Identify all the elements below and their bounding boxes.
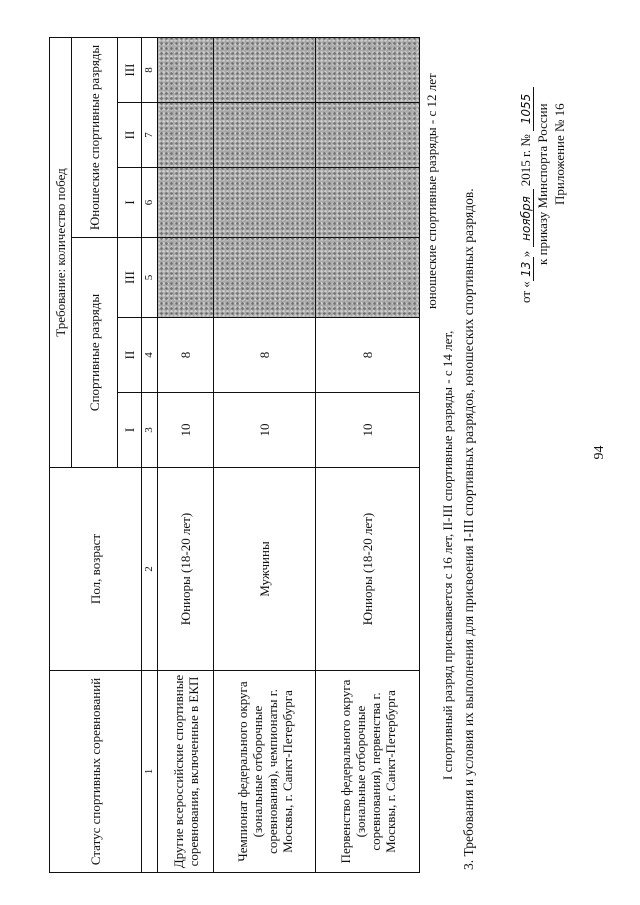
requirement-text-line1: I спортивный разряд присваивается с 16 лет, II-III спортивные разряды - с 14 лет,: [440, 330, 455, 780]
rank-label: II: [118, 318, 142, 393]
header-requirement: Требование: количество побед: [50, 37, 72, 467]
date-prefix: от «: [518, 281, 533, 303]
shaded-cell: [214, 168, 316, 238]
gender-age-cell: Юниоры (18-20 лет): [316, 468, 420, 671]
rank-value-cell: 10: [158, 393, 214, 468]
standards-table: [49, 37, 420, 873]
status-cell: Первенство федерального округа (зональные отборочные соревнования), первенства г. Москвы, г. Санкт-Петербурга: [316, 671, 420, 873]
column-number: 4: [142, 318, 158, 393]
date-year: 2015 г. №: [518, 134, 533, 187]
shaded-cell: [158, 238, 214, 318]
shaded-cell: [316, 37, 420, 102]
header-sport-ranks: Спортивные разряды: [72, 238, 118, 468]
appendix-date-line: [518, 87, 534, 303]
shaded-cell: [316, 103, 420, 168]
header-youth-ranks: Юношеские спортивные разряды: [72, 37, 118, 237]
column-number: 6: [142, 168, 158, 238]
gender-age-cell: Мужчины: [214, 468, 316, 671]
header-gender-age: Пол, возраст: [50, 468, 142, 671]
rank-value-cell: 10: [214, 393, 316, 468]
date-quote: »: [518, 250, 533, 258]
rank-value-cell: 8: [214, 318, 316, 393]
table-row: [316, 37, 420, 872]
rank-label: III: [118, 238, 142, 318]
column-number: 1: [142, 671, 158, 873]
shaded-cell: [158, 168, 214, 238]
header-row-1: [50, 37, 72, 872]
header-status: Статус спортивных соревнований: [50, 671, 142, 873]
shaded-cell: [214, 37, 316, 102]
requirement-text-line2: юношеские спортивные разряды - с 12 лет: [424, 73, 439, 309]
column-number: 7: [142, 103, 158, 168]
appendix-order-ref: к приказу Минспорта России: [535, 103, 550, 265]
table-row: [214, 37, 316, 872]
appendix-title: Приложение № 16: [552, 103, 567, 205]
rank-label: I: [118, 393, 142, 468]
rank-value-cell: 8: [158, 318, 214, 393]
rank-value-cell: 8: [316, 318, 420, 393]
status-cell: Чемпионат федерального округа (зональные отборочные соревнования), чемпионаты г. Москвы, г. Санкт-Петербурга: [214, 671, 316, 873]
table-row: [158, 37, 214, 872]
column-number: 5: [142, 238, 158, 318]
page-number: 94: [592, 445, 607, 460]
status-cell: Другие всероссийские спортивные соревнования, включенные в ЕКП: [158, 671, 214, 873]
shaded-cell: [316, 168, 420, 238]
handwritten-month: ноября: [520, 189, 534, 247]
rank-label: III: [118, 37, 142, 102]
shaded-cell: [214, 238, 316, 318]
rank-label: I: [118, 168, 142, 238]
column-number-row: [142, 37, 158, 872]
shaded-cell: [316, 238, 420, 318]
handwritten-order-number: 1055: [520, 87, 534, 131]
shaded-cell: [158, 103, 214, 168]
rank-label: II: [118, 103, 142, 168]
column-number: 2: [142, 468, 158, 671]
gender-age-cell: Юниоры (18-20 лет): [158, 468, 214, 671]
section-heading: 3. Требования и условия их выполнения для присвоения I-III спортивных разрядов, юношеских спортивных разрядов.: [461, 188, 476, 870]
column-number: 8: [142, 37, 158, 102]
shaded-cell: [214, 103, 316, 168]
shaded-cell: [158, 37, 214, 102]
handwritten-day: 13: [520, 257, 534, 281]
rank-value-cell: 10: [316, 393, 420, 468]
column-number: 3: [142, 393, 158, 468]
